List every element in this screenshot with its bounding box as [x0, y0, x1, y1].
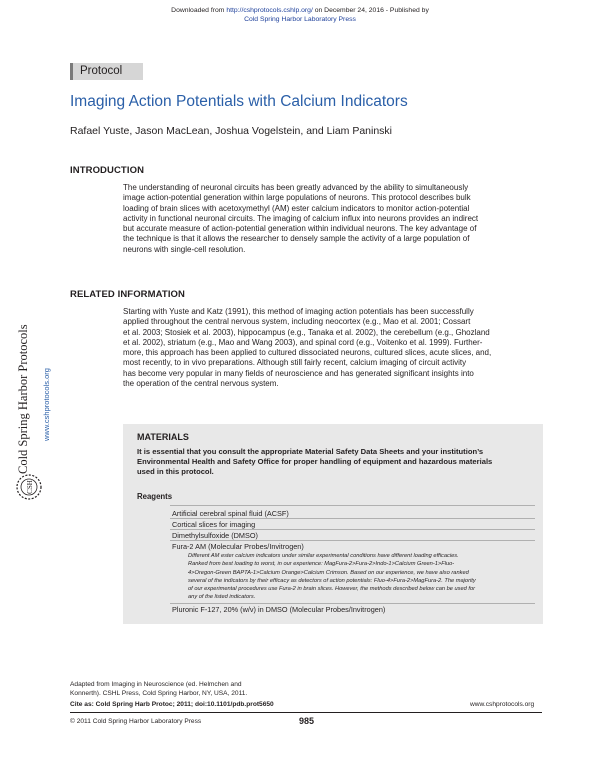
- article-authors: Rafael Yuste, Jason MacLean, Joshua Vogelstein, and Liam Paninski: [70, 125, 393, 137]
- related-information-paragraph: [123, 307, 541, 389]
- divider: [170, 529, 535, 530]
- divider: [170, 518, 535, 519]
- divider: [170, 540, 535, 541]
- reagent-item: Fura-2 AM (Molecular Probes/Invitrogen): [172, 542, 304, 551]
- text-line: but accurate measure of action-potential generation within individual neurons. The key advantage of: [123, 224, 477, 234]
- sidebar-url[interactable]: www.cshprotocols.org: [42, 368, 51, 441]
- materials-heading: MATERIALS: [137, 432, 189, 442]
- text-line: et al. 2002), striatum (e.g., Mao and Wang 2003), and spinal cord (e.g., Voitenko et al. 1999). Further-: [123, 337, 483, 347]
- publisher-link[interactable]: Cold Spring Harbor Laboratory Press: [244, 16, 356, 23]
- reagent-item: Pluronic F-127, 20% (w/v) in DMSO (Molecular Probes/Invitrogen): [172, 605, 386, 614]
- text-line: loading of brain slices with acetoxymethyl (AM) ester calcium indicators to monitor action-potential: [123, 203, 470, 213]
- footer-rule: [70, 712, 542, 713]
- text-line: Ranked from best loading to worst, in our experience: MagFura-2>Fura-2>Indo-1>Calcium Green-1>Fluo-: [188, 561, 455, 568]
- text-line: applied throughout the central nervous system, including neocortex (e.g., Mao et al. 2001; Cossart: [123, 317, 471, 327]
- sidebar-journal-name: Cold Spring Harbor Protocols: [16, 324, 30, 474]
- page-number: 985: [299, 716, 315, 726]
- reagent-item: Artificial cerebral spinal fluid (ACSF): [172, 509, 289, 518]
- text-line: 4>Oregon-Green BAPTA-1>Calcium Orange>Calcium Crimson. Based on our experience, we have also ranked: [188, 569, 469, 576]
- copyright: © 2011 Cold Spring Harbor Laboratory Press: [70, 718, 202, 725]
- related-information-heading: RELATED INFORMATION: [70, 289, 186, 300]
- download-prefix: Downloaded from: [171, 7, 227, 14]
- text-line: Konnerth). CSHL Press, Cold Spring Harbor, NY, USA, 2011.: [70, 690, 248, 697]
- text-line: Adapted from Imaging in Neuroscience (ed. Helmchen and: [70, 681, 242, 688]
- text-line: has become very popular in many fields of neuroscience and has generated significant insights into: [123, 368, 474, 378]
- text-line: the technique is that it allows the researcher to densely sample the activity of a large population of: [123, 234, 470, 244]
- text-line: any of the listed indicators.: [188, 594, 256, 601]
- download-link[interactable]: http://cshprotocols.cshlp.org/: [226, 7, 313, 14]
- article-type-label: [70, 63, 143, 80]
- text-line: activity in functional neuronal circuits. The imaging of calcium influx into neurons provides an indirect: [123, 213, 479, 223]
- article-type-text: Protocol: [80, 65, 123, 77]
- text-line: et al. 2003; Stosiek et al. 2003), hippocampus (e.g., Tanaka et al. 2002), the cerebellum (e.g., Ghozland: [123, 327, 490, 337]
- text-line: used in this protocol.: [137, 466, 214, 476]
- download-suffix: on December 24, 2016 - Published by: [312, 7, 429, 14]
- text-line: Different AM ester calcium indicators under similar experimental conditions have different loading efficacies.: [188, 553, 459, 559]
- text-line: most recently, to in vivo preparations. Although still fairly recent, calcium imaging of circuit activity: [123, 358, 467, 368]
- text-line: The understanding of neuronal circuits has been greatly advanced by the ability to simultaneously: [123, 183, 469, 192]
- text-line: several of the indicators by their efficacy as detectors of action potentials: Fluo-4>Fura-2>MagFura-2. The majority: [188, 577, 476, 584]
- text-line: more, this approach has been applied to cultured dissociated neurons, cultured slices, acute slices, and,: [123, 348, 492, 358]
- reagents-divider: [170, 505, 535, 506]
- download-notice: [0, 6, 600, 24]
- adapted-from: [70, 680, 300, 698]
- reagents-heading: Reagents: [137, 492, 173, 501]
- safety-warning: [137, 447, 532, 477]
- article-title: Imaging Action Potentials with Calcium Indicators: [70, 93, 408, 110]
- reagent-item: Cortical slices for imaging: [172, 520, 256, 529]
- text-line: It is essential that you consult the appropriate Material Safety Data Sheets and your institution’s: [137, 447, 484, 456]
- reagent-item: Dimethylsulfoxide (DMSO): [172, 531, 258, 540]
- svg-text:CSH: CSH: [26, 480, 34, 494]
- indicator-note: [188, 552, 534, 602]
- text-line: Environmental Health and Safety Office for proper handling of equipment and hazardous materials: [137, 456, 493, 466]
- citation: Cite as: Cold Spring Harb Protoc; 2011; doi:10.1101/pdb.prot5650: [70, 701, 274, 708]
- introduction-heading: INTRODUCTION: [70, 165, 145, 176]
- text-line: neurons with single-cell resolution.: [123, 244, 246, 254]
- cshp-logo-icon: [15, 471, 45, 521]
- divider: [170, 603, 535, 604]
- text-line: of our experimental procedures use Fura-2 in brain slices. However, the methods described below can be used for: [188, 586, 476, 593]
- text-line: Starting with Yuste and Katz (1991), this method of imaging action potentials has been successfully: [123, 307, 474, 316]
- footer-url[interactable]: www.cshprotocols.org: [470, 701, 535, 708]
- text-line: image action-potential generation within large populations of neurons. This protocol describes bulk: [123, 193, 471, 203]
- text-line: the operation of the central nervous system.: [123, 379, 279, 389]
- introduction-paragraph: [123, 183, 541, 255]
